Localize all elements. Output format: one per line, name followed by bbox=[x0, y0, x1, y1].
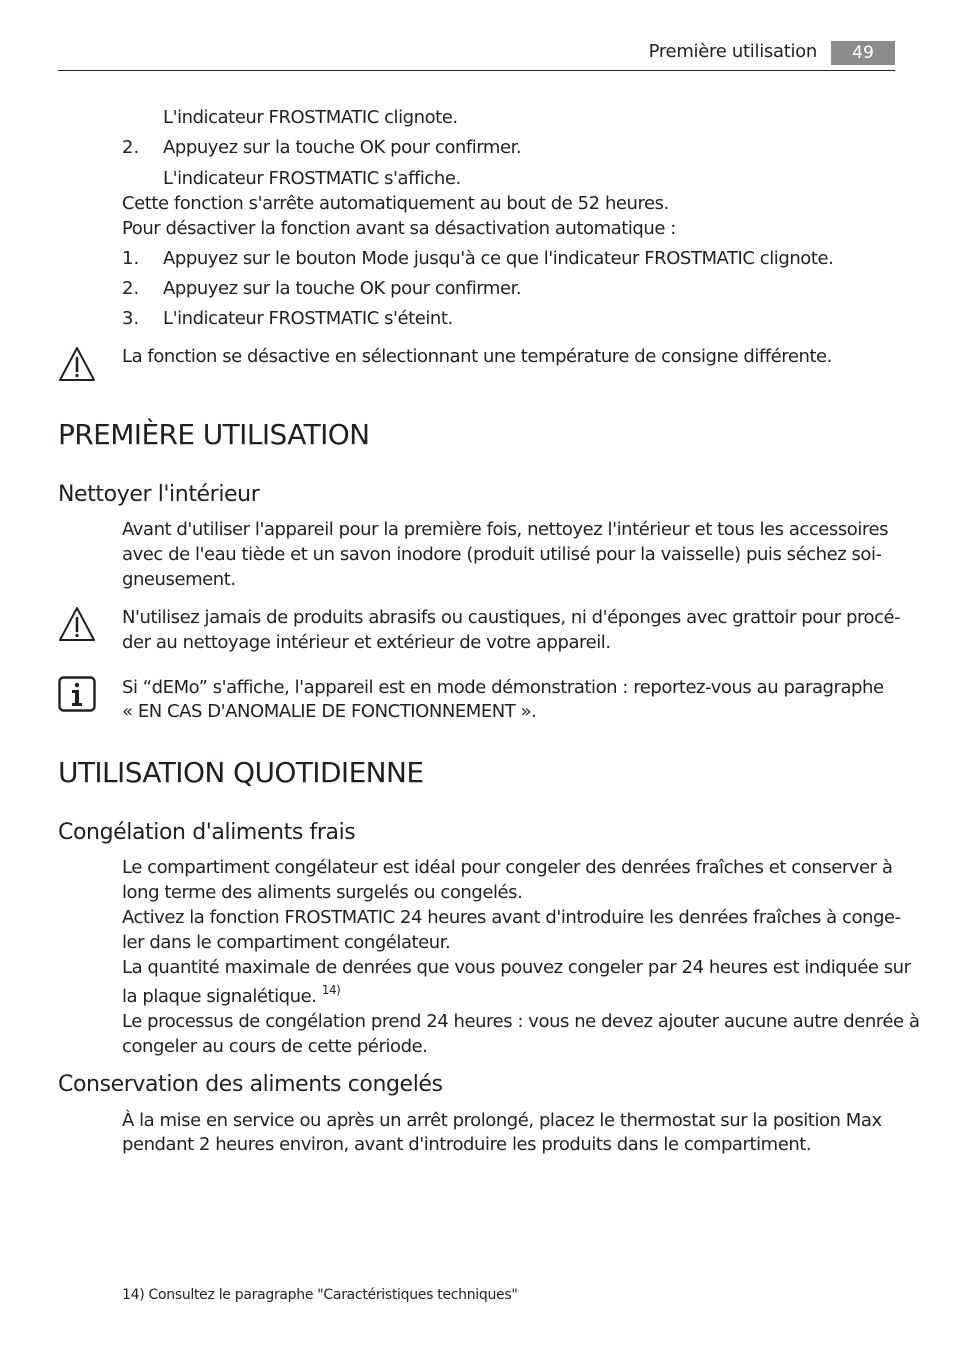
subheading-freeze: Congélation d'aliments frais bbox=[58, 820, 356, 845]
info-icon bbox=[58, 676, 96, 712]
freeze-text-line: La quantité maximale de denrées que vous pouvez congeler par 24 heures est indiquée sur bbox=[122, 957, 911, 978]
plate-prefix: la bbox=[122, 986, 143, 1007]
footnote-text: 14) Consultez le paragraphe "Caractéristiques techniques" bbox=[122, 1287, 518, 1303]
step-number: 1. bbox=[122, 248, 140, 269]
step-number: 2. bbox=[122, 137, 140, 158]
running-header-title: Première utilisation bbox=[648, 41, 817, 62]
store-text-line: pendant 2 heures environ, avant d'introduire les produits dans le compartiment. bbox=[122, 1134, 812, 1155]
freeze-text-line: long terme des aliments surgelés ou congelés. bbox=[122, 882, 523, 903]
freeze-text-line: Le compartiment congélateur est idéal pour congeler des denrées fraîches et conserver à bbox=[122, 857, 893, 878]
store-text-line: À la mise en service ou après un arrêt prolongé, placez le thermostat sur la position Max bbox=[122, 1110, 882, 1131]
warning-text-line: der au nettoyage intérieur et extérieur de votre appareil. bbox=[122, 632, 611, 653]
subheading-clean: Nettoyer l'intérieur bbox=[58, 482, 260, 507]
warning-text-line: N'utilisez jamais de produits abrasifs ou caustiques, ni d'éponges avec grattoir pour procé- bbox=[122, 607, 901, 628]
indicator-blinks-text: L'indicateur FROSTMATIC clignote. bbox=[163, 107, 458, 128]
footnote-ref[interactable]: 14) bbox=[321, 983, 341, 997]
info-text-line: « EN CAS D'ANOMALIE DE FONCTIONNEMENT ». bbox=[122, 701, 537, 722]
clean-text-line: gneusement. bbox=[122, 569, 236, 590]
step-number: 2. bbox=[122, 278, 140, 299]
freeze-text-line: Le processus de congélation prend 24 heures : vous ne devez ajouter aucune autre denrée à bbox=[122, 1011, 920, 1032]
step-text: Appuyez sur le bouton Mode jusqu'à ce que l'indicateur FROSTMATIC clignote. bbox=[163, 248, 834, 269]
clean-text-line: avec de l'eau tiède et un savon inodore (produit utilisé pour la vaisselle) puis séchez soi- bbox=[122, 544, 882, 565]
freeze-text-line: congeler au cours de cette période. bbox=[122, 1036, 428, 1057]
clean-text-line: Avant d'utiliser l'appareil pour la première fois, nettoyez l'intérieur et tous les accessoires bbox=[122, 519, 889, 540]
info-text-line: Si “dEMo” s'affiche, l'appareil est en mode démonstration : reportez-vous au paragraphe bbox=[122, 677, 884, 698]
freeze-text-line-plate bbox=[122, 984, 340, 1009]
page-number-badge: 49 bbox=[831, 41, 895, 65]
step-text: L'indicateur FROSTMATIC s'éteint. bbox=[163, 308, 453, 329]
auto-off-text: Cette fonction s'arrête automatiquement au bout de 52 heures. bbox=[122, 193, 669, 214]
indicator-shown-text: L'indicateur FROSTMATIC s'affiche. bbox=[163, 168, 461, 189]
warning-icon bbox=[58, 346, 96, 382]
step-text: Appuyez sur la touche OK pour confirmer. bbox=[163, 137, 522, 158]
step-text: Appuyez sur la touche OK pour confirmer. bbox=[163, 278, 522, 299]
freeze-text-line: Activez la fonction FROSTMATIC 24 heures avant d'introduire les denrées fraîches à conge- bbox=[122, 907, 901, 928]
plate-link[interactable]: plaque signalétique. bbox=[142, 986, 317, 1007]
subheading-store: Conservation des aliments congelés bbox=[58, 1072, 443, 1097]
step-number: 3. bbox=[122, 308, 140, 329]
freeze-text-line: ler dans le compartiment congélateur. bbox=[122, 932, 451, 953]
deactivate-intro-text: Pour désactiver la fonction avant sa désactivation automatique : bbox=[122, 218, 676, 239]
section-title-quotidienne: UTILISATION QUOTIDIENNE bbox=[58, 756, 424, 789]
warning-icon bbox=[58, 606, 96, 642]
section-title-premiere: PREMIÈRE UTILISATION bbox=[58, 418, 370, 451]
header-rule bbox=[58, 70, 895, 71]
warning-text: La fonction se désactive en sélectionnant une température de consigne différente. bbox=[122, 346, 832, 367]
